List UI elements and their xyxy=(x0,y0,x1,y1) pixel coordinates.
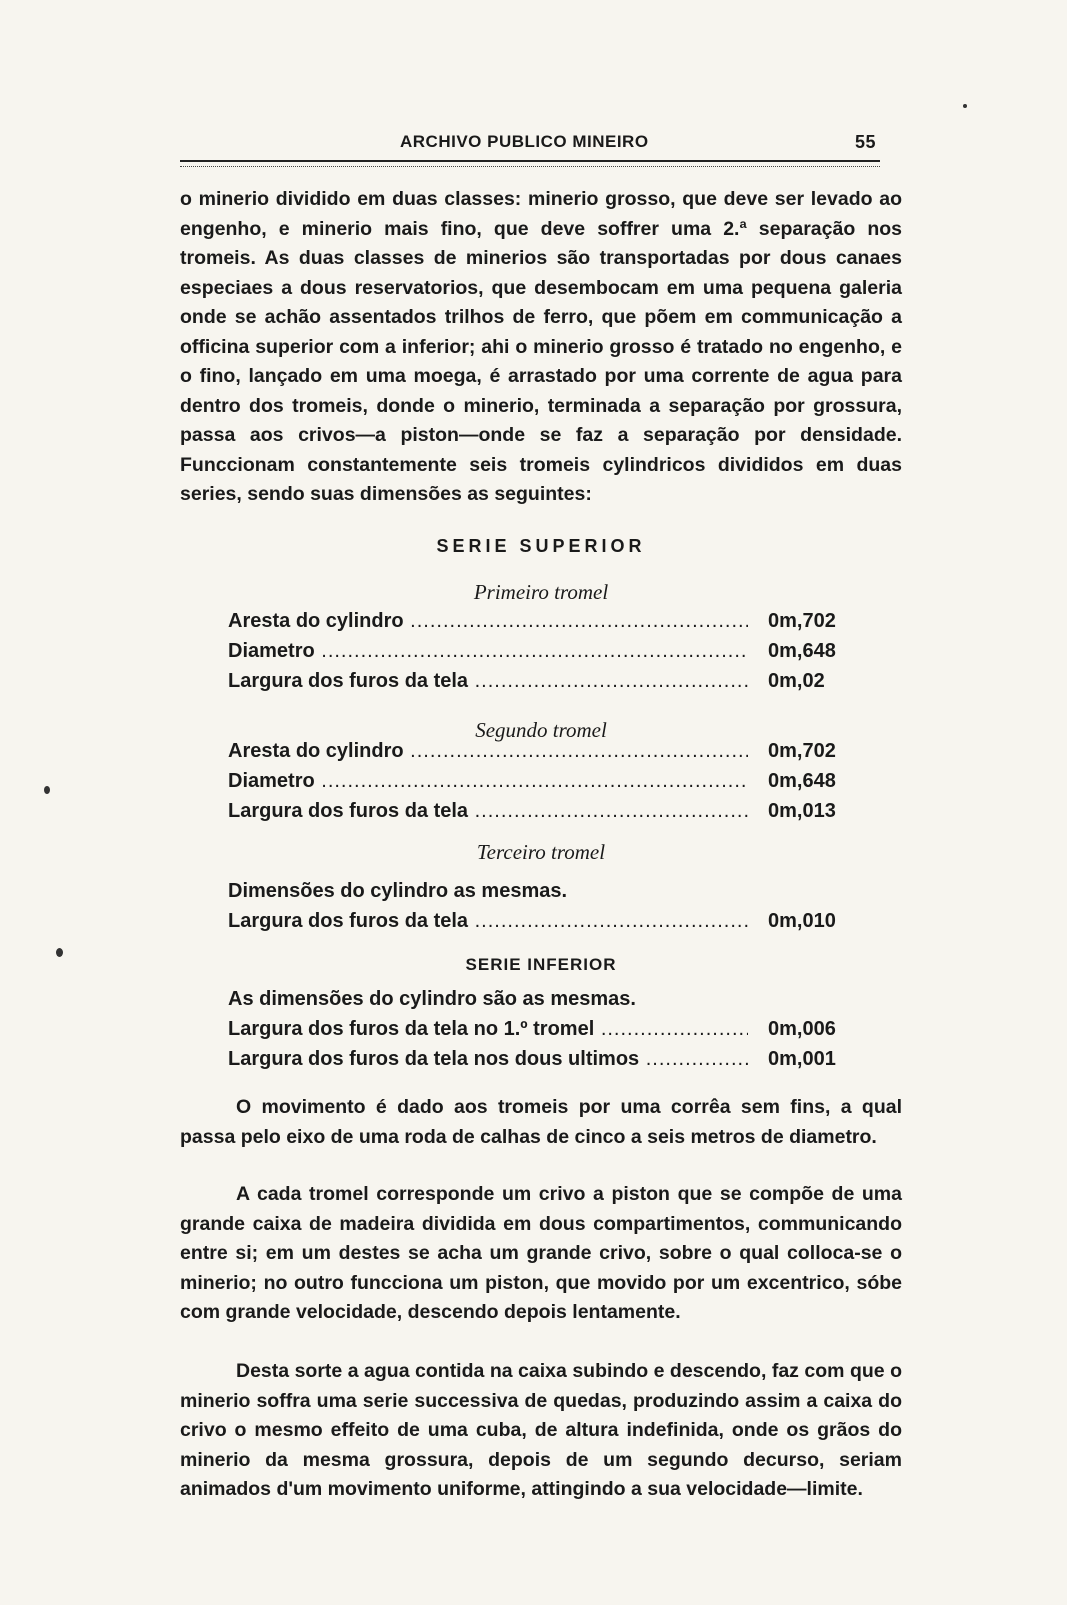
row-value: 0m,648 xyxy=(768,770,848,793)
table-row xyxy=(228,1018,848,1046)
subheading-terceiro-tromel: Terceiro tromel xyxy=(476,840,606,864)
ink-speck xyxy=(44,786,50,794)
header-rule xyxy=(180,160,880,167)
row-value: 0m,001 xyxy=(768,1048,848,1071)
running-header xyxy=(180,132,880,158)
paragraph-3: A cada tromel corresponde um crivo a piston que se compõe de uma grande caixa de madeira dividida em dous compartimentos, communicando entre si; em um destes se acha um grande crivo, sobre o qual colloca-se o minerio; no outro funcciona um piston, que movido por um excentrico, sóbe com grande velocidade, descendo depois lentamente. xyxy=(180,1183,902,1323)
row-label: Aresta do cylindro ..... xyxy=(228,740,748,763)
ink-speck xyxy=(963,104,967,108)
table-row xyxy=(228,910,848,938)
row-label: Diametro ..... xyxy=(228,770,748,793)
row-value: 0m,648 xyxy=(768,640,848,663)
row-label: Largura dos furos da tela no 1.º tromel ..... xyxy=(228,1018,748,1041)
heading-serie-inferior: SERIE INFERIOR xyxy=(465,955,617,974)
ink-speck xyxy=(56,948,63,957)
table-row xyxy=(228,1048,848,1076)
paragraph-4: Desta sorte a agua contida na caixa subindo e descendo, faz com que o minerio soffra uma serie successiva de quedas, produzindo assim a caixa do crivo o mesmo effeito de uma cuba, de altura indefinida, onde os grãos do minerio da mesma grossura, depois de um segundo decurso, seriam animados d'um movimento uniforme, attingindo a sua velocidade—limite. xyxy=(180,1360,902,1500)
table-row xyxy=(228,670,848,698)
table-row xyxy=(228,880,848,908)
table-row xyxy=(228,770,848,798)
row-label: Diametro ..... xyxy=(228,640,748,663)
row-label: As dimensões do cylindro são as mesmas. xyxy=(228,988,636,1010)
header-title: ARCHIVO PUBLICO MINEIRO xyxy=(400,132,649,151)
paragraph-1: o minerio dividido em duas classes: minerio grosso, que deve ser levado ao engenho, e minerio mais fino, que deve soffrer uma 2.ª separação nos tromeis. As duas classes de minerios são transportadas por dous canaes especiaes a dous reservatorios, que desembocam em uma pequena galeria onde se achão assentados trilhos de ferro, que põem em communicação a officina superior com a inferior; ahi o minerio grosso é tratado no engenho, e o fino, lançado em uma moega, é arrastado por uma corrente de agua para dentro dos tromeis, donde o minerio, terminada a separação por grossura, passa aos crivos—a piston—onde se faz a separação por densidade. Funccionam constantemente seis tromeis cylindricos divididos em duas series, sendo suas dimensões as seguintes: xyxy=(180,188,902,505)
row-label: Largura dos furos da tela ..... xyxy=(228,800,748,823)
row-label: Dimensões do cylindro as mesmas. xyxy=(228,880,568,902)
row-value: 0m,010 xyxy=(768,910,848,933)
row-label: Largura dos furos da tela nos dous ultimos ..... xyxy=(228,1048,748,1071)
row-label: Largura dos furos da tela ..... xyxy=(228,670,748,693)
paragraph-2: O movimento é dado aos tromeis por uma corrêa sem fins, a qual passa pelo eixo de uma roda de calhas de cinco a seis metros de diametro. xyxy=(180,1096,902,1148)
table-row xyxy=(228,610,848,638)
row-value: 0m,013 xyxy=(768,800,848,823)
row-value: 0m,02 xyxy=(768,670,848,693)
row-label: Largura dos furos da tela ..... xyxy=(228,910,748,933)
table-row xyxy=(228,640,848,668)
heading-serie-superior: SERIE SUPERIOR xyxy=(436,536,646,556)
table-row xyxy=(228,800,848,828)
table-row xyxy=(228,740,848,768)
row-value: 0m,702 xyxy=(768,740,848,763)
subheading-segundo-tromel: Segundo tromel xyxy=(475,718,607,742)
table-row xyxy=(228,988,848,1016)
page-number: 55 xyxy=(854,132,876,152)
row-value: 0m,006 xyxy=(768,1018,848,1041)
row-label: Aresta do cylindro ..... xyxy=(228,610,748,633)
row-value: 0m,702 xyxy=(768,610,848,633)
subheading-primeiro-tromel: Primeiro tromel xyxy=(473,580,609,604)
